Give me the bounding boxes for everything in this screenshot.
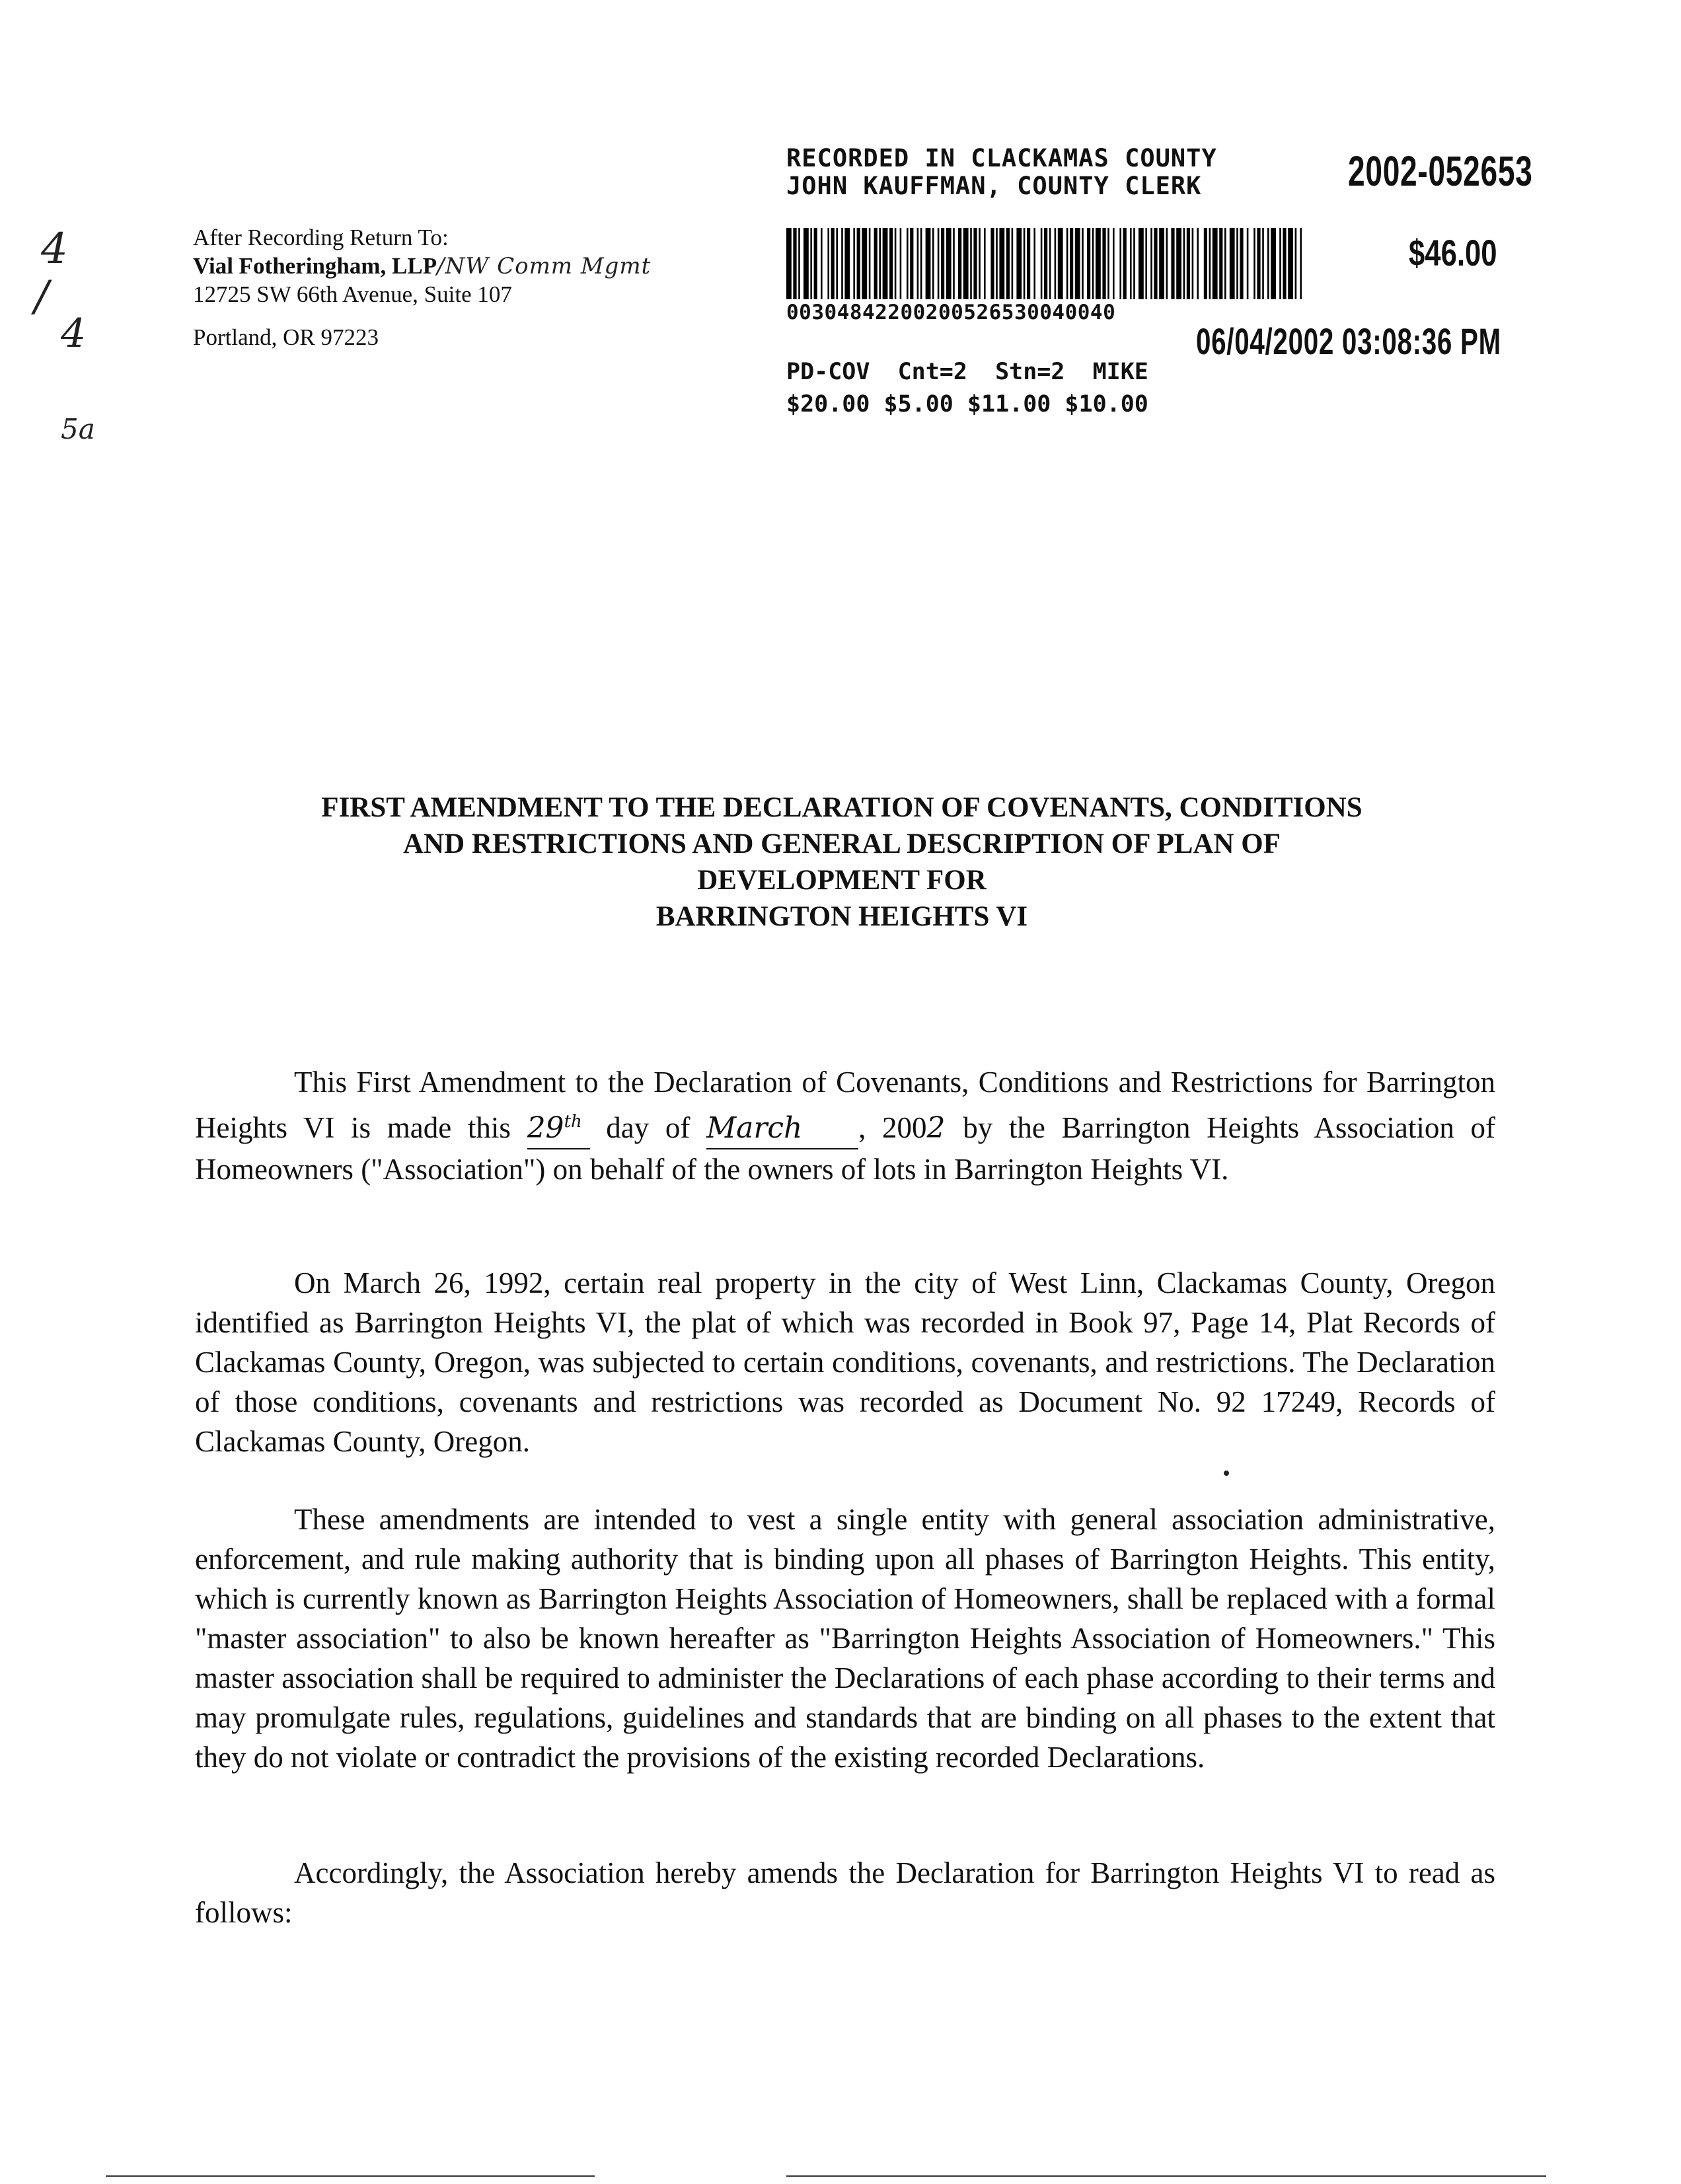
document-title xyxy=(198,789,1485,935)
month-blank xyxy=(706,1108,858,1149)
return-address-handwritten: /NW Comm Mgmt xyxy=(437,253,652,279)
paragraph-history xyxy=(195,1263,1495,1461)
paragraph-amendment xyxy=(195,1853,1495,1932)
stray-mark xyxy=(1224,1471,1229,1476)
recording-document-number: 2002-052653 xyxy=(1348,147,1533,195)
amendment-text: Accordingly, the Association hereby amends the Declaration for Barrington Heights VI to read as follows: xyxy=(195,1856,1495,1929)
history-text: On March 26, 1992, certain real property in the city of West Linn, Clackamas County, Oregon identified as Barrington Heights VI, the plat of which was recorded in Book 97, Page 14, Plat Records of Clackamas County, Oregon, was subjected to certain conditions, covenants, and restrictions. The Declaration of those conditions, covenants and restrictions was recorded as Document No. 92 17249, Records of Clackamas County, Oregon. xyxy=(195,1266,1495,1458)
return-address-label: After Recording Return To: xyxy=(193,225,449,250)
margin-note-2: / xyxy=(34,272,49,321)
title-line-2: AND RESTRICTIONS AND GENERAL DESCRIPTION OF PLAN OF xyxy=(402,828,1281,859)
recording-codes: PD-COV Cnt=2 Stn=2 MIKE xyxy=(786,359,1148,385)
return-address-city: Portland, OR 97223 xyxy=(193,324,379,350)
intro-text-end: by the Barrington Heights Association of Homeowners ("Association") on behalf of the owners of lots in Barrington Heights VI. xyxy=(195,1111,1496,1186)
barcode-image xyxy=(786,228,1302,299)
intro-text-start: This First Amendment to the Declaration of Covenants, Conditions and Restrictions for Barrington Heights VI is made this xyxy=(195,1066,1495,1144)
day-suffix-handwritten: th xyxy=(564,1112,582,1132)
title-line-1: FIRST AMENDMENT TO THE DECLARATION OF COVENANTS, CONDITIONS xyxy=(321,792,1363,823)
recording-county-line: RECORDED IN CLACKAMAS COUNTY xyxy=(786,144,1217,172)
year-handwritten: 2 xyxy=(926,1111,946,1145)
recording-clerk-line: JOHN KAUFFMAN, COUNTY CLERK xyxy=(786,172,1202,200)
paragraph-intro xyxy=(195,1062,1495,1189)
intro-text-year: , 200 xyxy=(858,1111,927,1144)
year-blank xyxy=(927,1108,947,1148)
paragraph-purpose xyxy=(195,1500,1495,1777)
bottom-rule-left xyxy=(106,2175,595,2177)
recording-fee-breakdown: $20.00 $5.00 $11.00 $10.00 xyxy=(786,391,1148,418)
intro-text-dayof: day of xyxy=(589,1111,707,1144)
purpose-text: These amendments are intended to vest a single entity with general association administrative, enforcement, and rule making authority that is binding upon all phases of Barrington Heights. This entity, which is currently known as Barrington Heights Association of Homeowners, shall be replaced with a formal "master association" to also be known hereafter as "Barrington Heights Association of Homeowners." This master association shall be required to administer the Declarations of each phase according to their terms and may promulgate rules, regulations, guidelines and standards that are binding on all phases to the extent that they do not violate or contradict the provisions of the existing recorded Declarations. xyxy=(195,1503,1495,1774)
return-address-firm xyxy=(193,253,651,279)
margin-note-4: 5a xyxy=(61,413,95,445)
recording-fee-total: $46.00 xyxy=(1409,232,1497,273)
margin-note-3: 4 xyxy=(61,310,87,357)
margin-note-1: 4 xyxy=(41,225,68,273)
return-address-street: 12725 SW 66th Avenue, Suite 107 xyxy=(193,281,512,307)
day-blank xyxy=(527,1102,590,1149)
title-line-3: DEVELOPMENT FOR xyxy=(697,865,987,896)
month-handwritten: March xyxy=(706,1111,803,1145)
recording-date-time: 06/04/2002 03:08:36 PM xyxy=(1196,320,1501,362)
barcode-number: 00304842200200526530040040 xyxy=(786,301,1116,324)
day-handwritten: 29 xyxy=(527,1111,564,1145)
return-address-firm-name: Vial Fotheringham, LLP xyxy=(193,253,437,279)
bottom-rule-right xyxy=(786,2175,1546,2177)
title-line-4: BARRINGTON HEIGHTS VI xyxy=(655,901,1028,932)
